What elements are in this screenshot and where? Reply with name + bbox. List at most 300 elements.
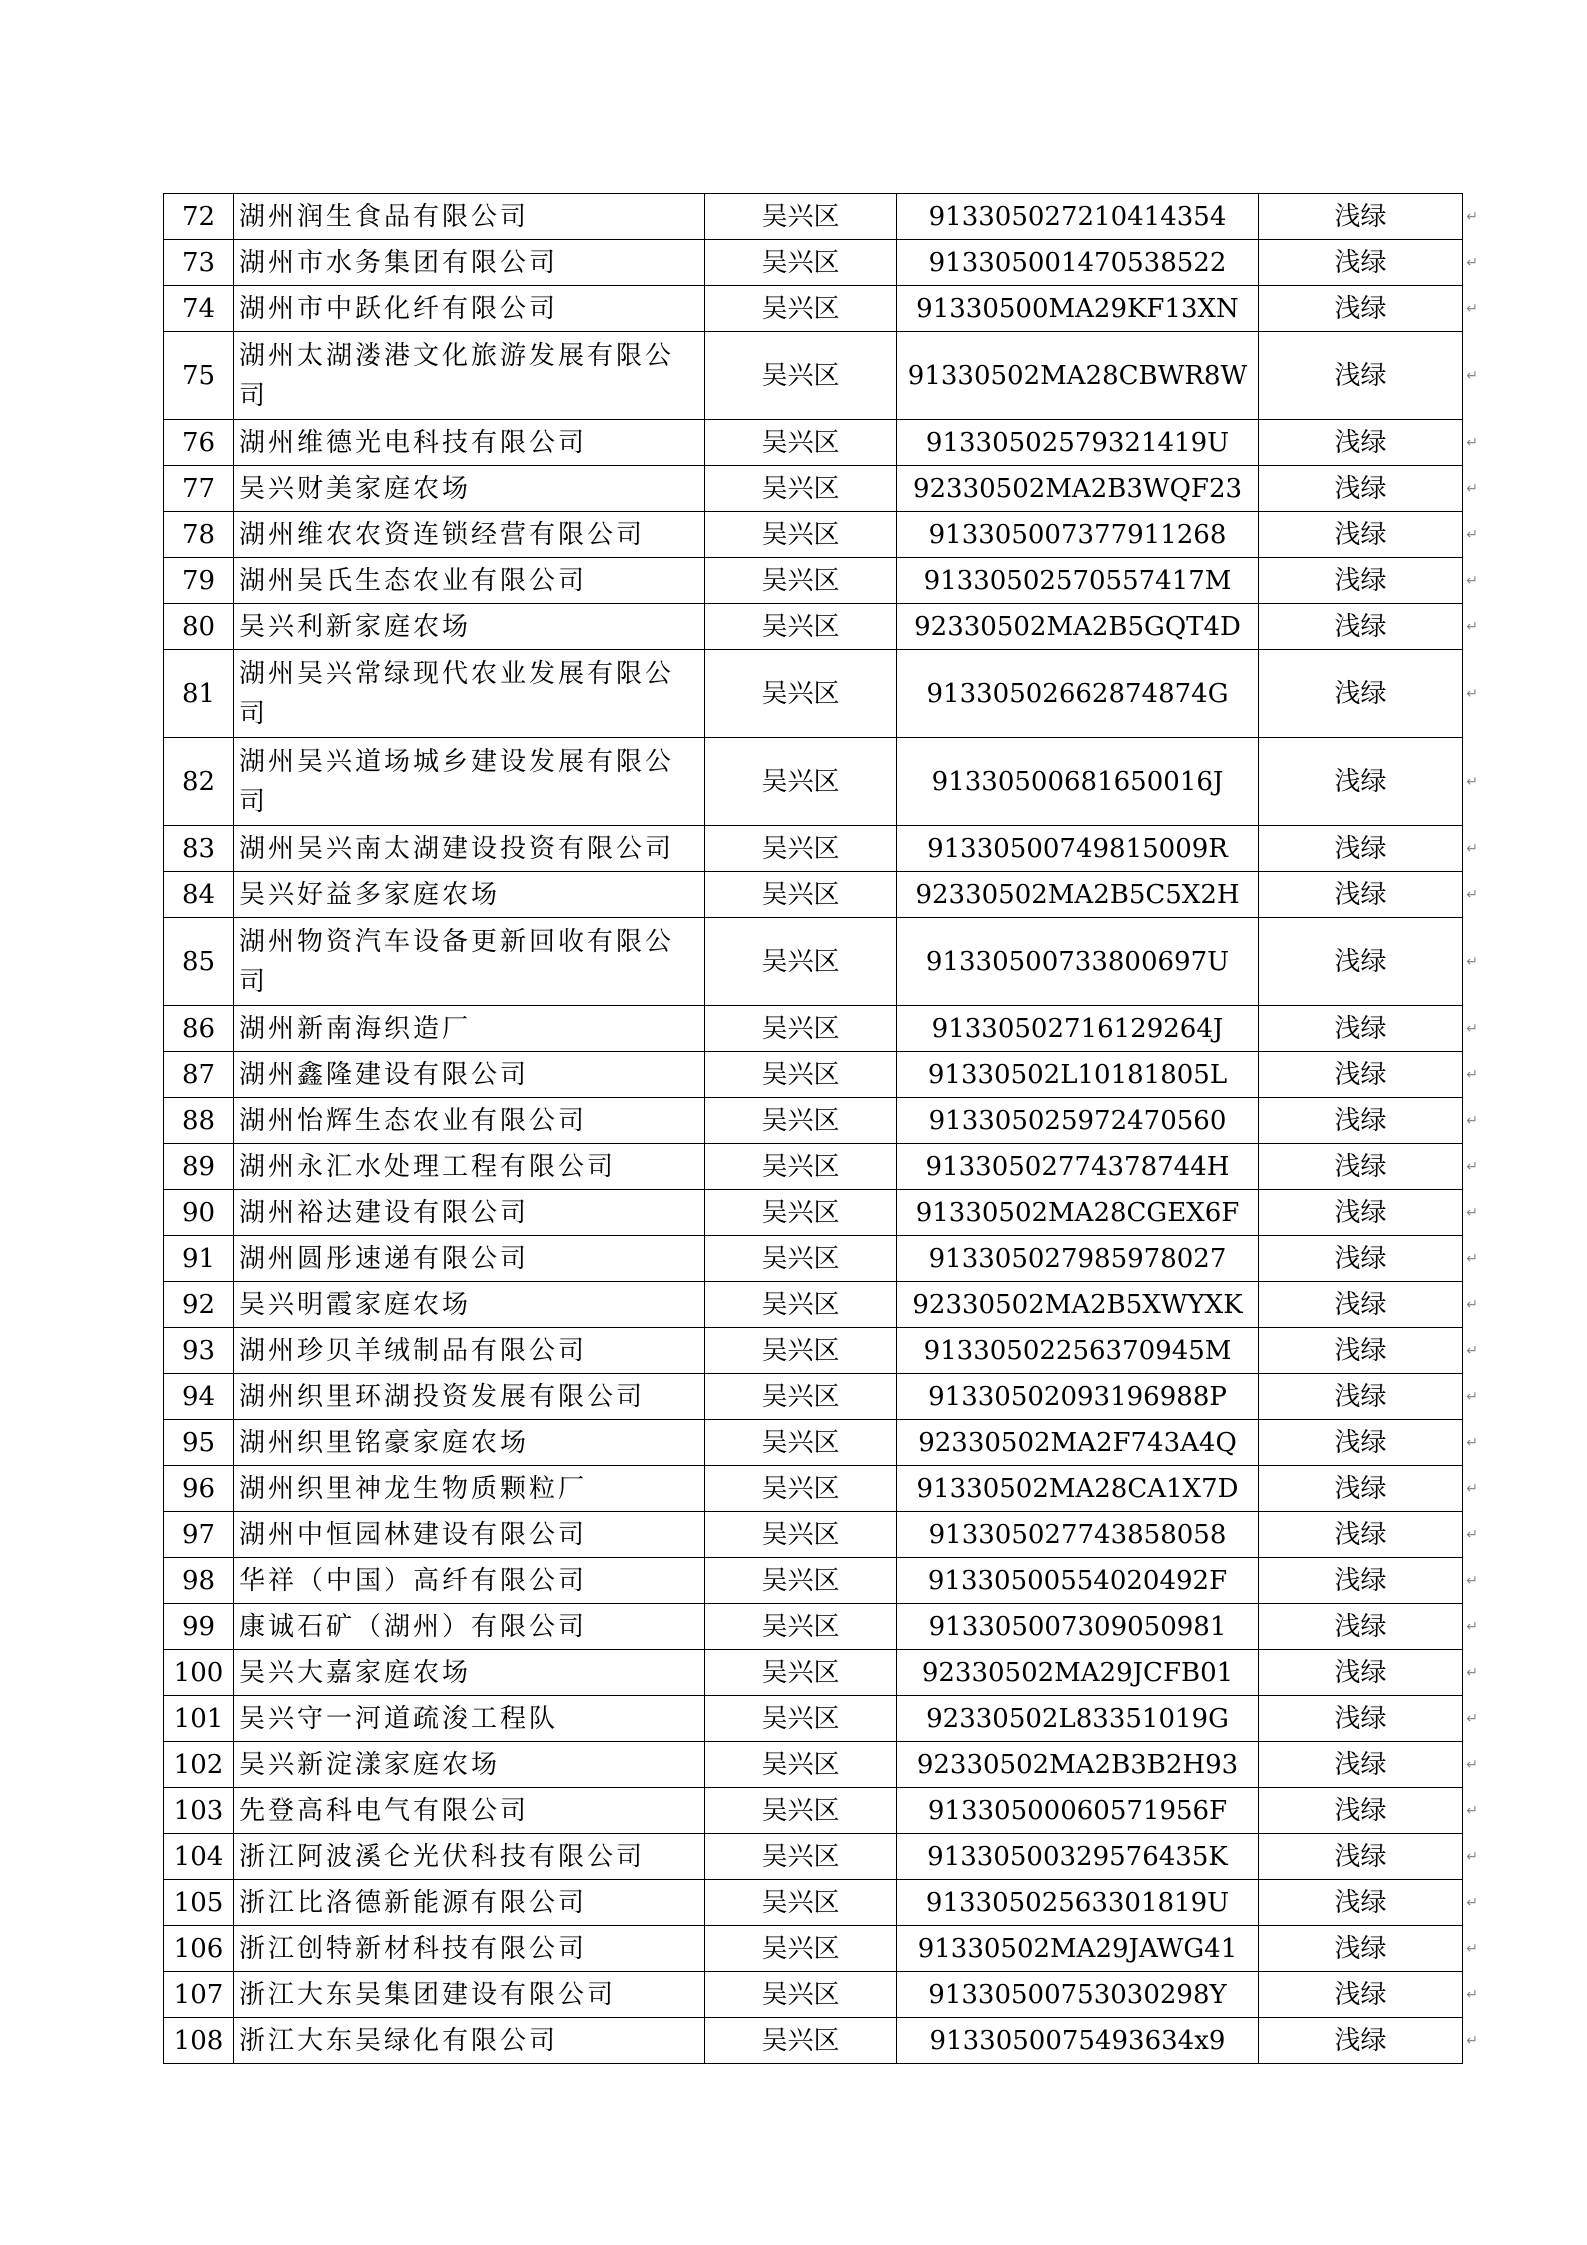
rating-cell (1259, 1650, 1478, 1696)
rating-cell (1259, 1926, 1478, 1972)
district: 吴兴区 (761, 1473, 840, 1504)
company-name-cell (234, 1604, 705, 1650)
district: 吴兴区 (761, 565, 840, 596)
row-number: 76 (181, 427, 216, 458)
company-name-cell (234, 604, 705, 650)
district: 吴兴区 (761, 1519, 840, 1550)
district: 吴兴区 (761, 427, 840, 458)
credit-code: 92330502MA2F743A4Q (918, 1427, 1237, 1458)
row-number: 84 (181, 879, 216, 910)
rating-cell (1259, 420, 1478, 466)
rating: 浅绿 (1334, 1933, 1387, 1964)
rating: 浅绿 (1334, 1519, 1387, 1550)
district-cell (705, 1512, 897, 1558)
credit-code-cell (897, 1006, 1259, 1052)
district: 吴兴区 (761, 2025, 840, 2056)
rating: 浅绿 (1334, 946, 1387, 977)
district-cell (705, 1972, 897, 2018)
rating-cell (1259, 1052, 1478, 1098)
paragraph-mark-icon: ↵ (1466, 1848, 1478, 1865)
table-row (164, 466, 1463, 512)
district-cell (705, 1834, 897, 1880)
paragraph-mark-icon: ↵ (1466, 953, 1478, 970)
rating: 浅绿 (1334, 1381, 1387, 1412)
rating: 浅绿 (1334, 1289, 1387, 1320)
table-row (164, 1512, 1463, 1558)
company-name-cell (234, 194, 705, 240)
district: 吴兴区 (761, 1105, 840, 1136)
row-number-cell (164, 1374, 234, 1420)
table-row (164, 1880, 1463, 1926)
table-row (164, 1696, 1463, 1742)
district: 吴兴区 (761, 1289, 840, 1320)
district: 吴兴区 (761, 1013, 840, 1044)
row-number-cell (164, 194, 234, 240)
credit-code-cell (897, 1880, 1259, 1926)
company-name: 湖州织里神龙生物质颗粒厂 (239, 1473, 588, 1504)
table-row (164, 240, 1463, 286)
row-number: 94 (181, 1381, 216, 1412)
row-number: 91 (181, 1243, 216, 1274)
company-name-cell (234, 1328, 705, 1374)
rating: 浅绿 (1334, 1427, 1387, 1458)
rating: 浅绿 (1334, 519, 1387, 550)
row-number-cell (164, 1420, 234, 1466)
company-name: 湖州鑫隆建设有限公司 (239, 1059, 530, 1090)
rating: 浅绿 (1334, 1013, 1387, 1044)
table-row (164, 1742, 1463, 1788)
rating-cell (1259, 1880, 1478, 1926)
company-name: 湖州织里铭豪家庭农场 (239, 1427, 530, 1458)
credit-code: 91330500749815009R (927, 833, 1228, 864)
row-number-cell (164, 826, 234, 872)
row-number-cell (164, 1650, 234, 1696)
company-name-cell (234, 420, 705, 466)
company-name-cell (234, 1926, 705, 1972)
row-number-cell (164, 1144, 234, 1190)
company-name-cell (234, 558, 705, 604)
row-number-cell (164, 2018, 234, 2064)
paragraph-mark-icon: ↵ (1466, 1204, 1478, 1221)
company-name-cell (234, 1282, 705, 1328)
district: 吴兴区 (761, 833, 840, 864)
row-number: 78 (181, 519, 216, 550)
table-row (164, 650, 1463, 738)
rating: 浅绿 (1334, 1565, 1387, 1596)
company-name-cell (234, 286, 705, 332)
company-name: 湖州太湖溇港文化旅游发展有限公司 (239, 340, 675, 411)
company-name: 湖州物资汽车设备更新回收有限公司 (239, 926, 675, 997)
district: 吴兴区 (761, 1795, 840, 1826)
table-row (164, 332, 1463, 420)
row-number: 86 (181, 1013, 216, 1044)
rating-cell (1259, 466, 1478, 512)
credit-code-cell (897, 1144, 1259, 1190)
company-name: 吴兴守一河道疏浚工程队 (239, 1703, 559, 1734)
credit-code: 91330502MA28CGEX6F (915, 1197, 1240, 1228)
table-row (164, 1466, 1463, 1512)
row-number: 74 (181, 293, 216, 324)
row-number-cell (164, 1328, 234, 1374)
district-cell (705, 738, 897, 826)
row-number: 96 (181, 1473, 216, 1504)
credit-code: 913305007309050981 (928, 1611, 1227, 1642)
table-row (164, 1926, 1463, 1972)
rating-cell (1259, 1420, 1478, 1466)
paragraph-mark-icon: ↵ (1466, 1756, 1478, 1773)
credit-code: 91330502MA29JAWG41 (917, 1933, 1238, 1964)
rating-cell (1259, 1788, 1478, 1834)
district-cell (705, 1374, 897, 1420)
credit-code-cell (897, 918, 1259, 1006)
district: 吴兴区 (761, 293, 840, 324)
table-row (164, 1144, 1463, 1190)
paragraph-mark-icon: ↵ (1466, 1664, 1478, 1681)
credit-code: 91330502716129264J (931, 1013, 1224, 1044)
rating-cell (1259, 1512, 1478, 1558)
credit-code-cell (897, 512, 1259, 558)
rating-cell (1259, 512, 1478, 558)
district: 吴兴区 (761, 1427, 840, 1458)
credit-code: 92330502MA2B3B2H93 (916, 1749, 1239, 1780)
district-cell (705, 194, 897, 240)
row-number-cell (164, 1834, 234, 1880)
rating: 浅绿 (1334, 1197, 1387, 1228)
company-name: 先登高科电气有限公司 (239, 1795, 530, 1826)
company-name-cell (234, 918, 705, 1006)
district: 吴兴区 (761, 1611, 840, 1642)
rating-cell (1259, 1604, 1478, 1650)
row-number-cell (164, 918, 234, 1006)
credit-code-cell (897, 1052, 1259, 1098)
credit-code: 913305027210414354 (928, 201, 1227, 232)
paragraph-mark-icon: ↵ (1466, 367, 1478, 384)
row-number-cell (164, 558, 234, 604)
credit-code: 91330500MA29KF13XN (916, 293, 1239, 324)
row-number: 72 (181, 201, 216, 232)
paragraph-mark-icon: ↵ (1466, 1434, 1478, 1451)
company-name: 吴兴好益多家庭农场 (239, 879, 501, 910)
row-number-cell (164, 332, 234, 420)
row-number: 87 (181, 1059, 216, 1090)
district-cell (705, 918, 897, 1006)
table-row (164, 1834, 1463, 1880)
credit-code-cell (897, 1742, 1259, 1788)
district: 吴兴区 (761, 519, 840, 550)
credit-code: 91330500681650016J (931, 766, 1224, 797)
paragraph-mark-icon: ↵ (1466, 618, 1478, 635)
company-name-cell (234, 2018, 705, 2064)
row-number: 81 (181, 678, 216, 709)
company-name-cell (234, 1144, 705, 1190)
credit-code: 92330502MA29JCFB01 (921, 1657, 1234, 1688)
rating: 浅绿 (1334, 293, 1387, 324)
table-row (164, 1650, 1463, 1696)
paragraph-mark-icon: ↵ (1466, 1940, 1478, 1957)
company-name-cell (234, 512, 705, 558)
credit-code-cell (897, 194, 1259, 240)
district-cell (705, 1926, 897, 1972)
rating: 浅绿 (1334, 565, 1387, 596)
district: 吴兴区 (761, 1887, 840, 1918)
rating-cell (1259, 240, 1478, 286)
credit-code-cell (897, 1420, 1259, 1466)
rating-cell (1259, 1834, 1478, 1880)
company-name-cell (234, 332, 705, 420)
row-number: 88 (181, 1105, 216, 1136)
rating-cell (1259, 650, 1478, 738)
rating-cell (1259, 1144, 1478, 1190)
rating-cell (1259, 1006, 1478, 1052)
credit-code-cell (897, 1926, 1259, 1972)
credit-code-cell (897, 738, 1259, 826)
rating-cell (1259, 1972, 1478, 2018)
row-number-cell (164, 738, 234, 826)
credit-code: 91330502662874874G (926, 678, 1229, 709)
rating-cell (1259, 1098, 1478, 1144)
credit-code-cell (897, 604, 1259, 650)
credit-code: 913305025972470560 (928, 1105, 1227, 1136)
table-row (164, 872, 1463, 918)
table-row (164, 1328, 1463, 1374)
company-name: 湖州吴兴南太湖建设投资有限公司 (239, 833, 675, 864)
paragraph-mark-icon: ↵ (1466, 840, 1478, 857)
company-name: 湖州怡辉生态农业有限公司 (239, 1105, 588, 1136)
rating: 浅绿 (1334, 1243, 1387, 1274)
paragraph-mark-icon: ↵ (1466, 1526, 1478, 1543)
row-number-cell (164, 1696, 234, 1742)
company-name-cell (234, 826, 705, 872)
company-name: 浙江创特新材科技有限公司 (239, 1933, 588, 1964)
paragraph-mark-icon: ↵ (1466, 1250, 1478, 1267)
row-number: 101 (173, 1703, 224, 1734)
district-cell (705, 286, 897, 332)
credit-code-cell (897, 1098, 1259, 1144)
table-row (164, 512, 1463, 558)
table-row (164, 1236, 1463, 1282)
paragraph-mark-icon: ↵ (1466, 1986, 1478, 2003)
district: 吴兴区 (761, 1335, 840, 1366)
row-number-cell (164, 1282, 234, 1328)
row-number: 107 (173, 1979, 224, 2010)
row-number-cell (164, 512, 234, 558)
company-name-cell (234, 1742, 705, 1788)
table-row (164, 1190, 1463, 1236)
credit-code-cell (897, 1328, 1259, 1374)
district: 吴兴区 (761, 879, 840, 910)
credit-code-cell (897, 558, 1259, 604)
paragraph-mark-icon: ↵ (1466, 1342, 1478, 1359)
rating-cell (1259, 1558, 1478, 1604)
district: 吴兴区 (761, 1059, 840, 1090)
company-name: 湖州裕达建设有限公司 (239, 1197, 530, 1228)
credit-code-cell (897, 1282, 1259, 1328)
credit-code-cell (897, 1972, 1259, 2018)
credit-code: 91330502L10181805L (927, 1059, 1228, 1090)
credit-code: 913305007377911268 (928, 519, 1227, 550)
district-cell (705, 1604, 897, 1650)
row-number: 99 (181, 1611, 216, 1642)
credit-code-cell (897, 1650, 1259, 1696)
credit-code: 91330502256370945M (923, 1335, 1232, 1366)
credit-code: 91330502MA28CA1X7D (916, 1473, 1239, 1504)
district-cell (705, 1190, 897, 1236)
rating: 浅绿 (1334, 247, 1387, 278)
company-name: 湖州吴兴道场城乡建设发展有限公司 (239, 746, 675, 817)
row-number-cell (164, 1604, 234, 1650)
district-cell (705, 2018, 897, 2064)
credit-code-cell (897, 826, 1259, 872)
table-row (164, 826, 1463, 872)
rating-cell (1259, 1466, 1478, 1512)
row-number: 90 (181, 1197, 216, 1228)
row-number-cell (164, 420, 234, 466)
row-number: 95 (181, 1427, 216, 1458)
credit-code-cell (897, 1788, 1259, 1834)
row-number: 79 (181, 565, 216, 596)
company-name-cell (234, 872, 705, 918)
company-name: 康诚石矿（湖州）有限公司 (239, 1611, 588, 1642)
credit-code-cell (897, 1604, 1259, 1650)
rating-cell (1259, 918, 1478, 1006)
paragraph-mark-icon: ↵ (1466, 886, 1478, 903)
district: 吴兴区 (761, 1703, 840, 1734)
district-cell (705, 872, 897, 918)
company-name-cell (234, 1834, 705, 1880)
district: 吴兴区 (761, 473, 840, 504)
row-number: 106 (173, 1933, 224, 1964)
row-number-cell (164, 1006, 234, 1052)
rating: 浅绿 (1334, 1979, 1387, 2010)
rating-cell (1259, 1696, 1478, 1742)
company-name: 湖州市中跃化纤有限公司 (239, 293, 559, 324)
paragraph-mark-icon: ↵ (1466, 434, 1478, 451)
paragraph-mark-icon: ↵ (1466, 208, 1478, 225)
company-name-cell (234, 1466, 705, 1512)
table-row (164, 1374, 1463, 1420)
credit-code-cell (897, 286, 1259, 332)
company-name: 湖州永汇水处理工程有限公司 (239, 1151, 617, 1182)
district: 吴兴区 (761, 678, 840, 709)
rating: 浅绿 (1334, 833, 1387, 864)
row-number: 85 (181, 946, 216, 977)
table-row (164, 1558, 1463, 1604)
rating-cell (1259, 2018, 1478, 2064)
table-row (164, 286, 1463, 332)
district-cell (705, 1006, 897, 1052)
credit-code-cell (897, 1236, 1259, 1282)
row-number-cell (164, 1880, 234, 1926)
district-cell (705, 1742, 897, 1788)
table-row (164, 558, 1463, 604)
credit-code: 91330500733800697U (925, 946, 1230, 977)
row-number: 100 (173, 1657, 224, 1688)
table-row (164, 2018, 1463, 2064)
row-number: 92 (181, 1289, 216, 1320)
company-name: 湖州吴氏生态农业有限公司 (239, 565, 588, 596)
paragraph-mark-icon: ↵ (1466, 1802, 1478, 1819)
rating: 浅绿 (1334, 473, 1387, 504)
rating: 浅绿 (1334, 766, 1387, 797)
table-row (164, 1006, 1463, 1052)
row-number: 83 (181, 833, 216, 864)
credit-code: 91330502774378744H (925, 1151, 1230, 1182)
district-cell (705, 1144, 897, 1190)
district-cell (705, 650, 897, 738)
table-row (164, 738, 1463, 826)
row-number: 98 (181, 1565, 216, 1596)
district: 吴兴区 (761, 360, 840, 391)
paragraph-mark-icon: ↵ (1466, 1480, 1478, 1497)
rating: 浅绿 (1334, 879, 1387, 910)
credit-code: 92330502MA2B5GQT4D (914, 611, 1241, 642)
rating: 浅绿 (1334, 611, 1387, 642)
rating-cell (1259, 738, 1478, 826)
table-row (164, 1098, 1463, 1144)
rating: 浅绿 (1334, 1611, 1387, 1642)
credit-code: 9133050075493634x9 (929, 2025, 1226, 2056)
district-cell (705, 1650, 897, 1696)
row-number: 105 (173, 1887, 224, 1918)
row-number: 89 (181, 1151, 216, 1182)
credit-code: 91330502563301819U (925, 1887, 1230, 1918)
company-name: 湖州珍贝羊绒制品有限公司 (239, 1335, 588, 1366)
paragraph-mark-icon: ↵ (1466, 1572, 1478, 1589)
rating-cell (1259, 558, 1478, 604)
company-name-cell (234, 1236, 705, 1282)
district-cell (705, 1696, 897, 1742)
table-row (164, 918, 1463, 1006)
credit-code-cell (897, 1374, 1259, 1420)
rating: 浅绿 (1334, 1795, 1387, 1826)
credit-code-cell (897, 2018, 1259, 2064)
rating-cell (1259, 194, 1478, 240)
row-number-cell (164, 240, 234, 286)
district-cell (705, 1328, 897, 1374)
paragraph-mark-icon: ↵ (1466, 1894, 1478, 1911)
company-name: 湖州维农农资连锁经营有限公司 (239, 519, 646, 550)
district: 吴兴区 (761, 946, 840, 977)
district: 吴兴区 (761, 1841, 840, 1872)
table-body (164, 194, 1478, 2064)
district: 吴兴区 (761, 1243, 840, 1274)
row-number-cell (164, 1742, 234, 1788)
credit-code: 92330502MA2B5C5X2H (915, 879, 1240, 910)
district-cell (705, 558, 897, 604)
district-cell (705, 1236, 897, 1282)
credit-code-cell (897, 872, 1259, 918)
credit-code: 91330500554020492F (927, 1565, 1228, 1596)
paragraph-mark-icon: ↵ (1466, 1296, 1478, 1313)
rating-cell (1259, 604, 1478, 650)
row-number: 97 (181, 1519, 216, 1550)
row-number: 77 (181, 473, 216, 504)
district-cell (705, 420, 897, 466)
district-cell (705, 1420, 897, 1466)
credit-code: 91330502093196988P (928, 1381, 1227, 1412)
credit-code: 91330502579321419U (925, 427, 1230, 458)
paragraph-mark-icon: ↵ (1466, 1710, 1478, 1727)
company-name: 浙江大东吴绿化有限公司 (239, 2025, 559, 2056)
district: 吴兴区 (761, 1933, 840, 1964)
row-number: 73 (181, 247, 216, 278)
rating-cell (1259, 1328, 1478, 1374)
credit-code-cell (897, 1696, 1259, 1742)
district-cell (705, 1880, 897, 1926)
row-number: 80 (181, 611, 216, 642)
credit-code-cell (897, 332, 1259, 420)
rating-cell (1259, 1236, 1478, 1282)
